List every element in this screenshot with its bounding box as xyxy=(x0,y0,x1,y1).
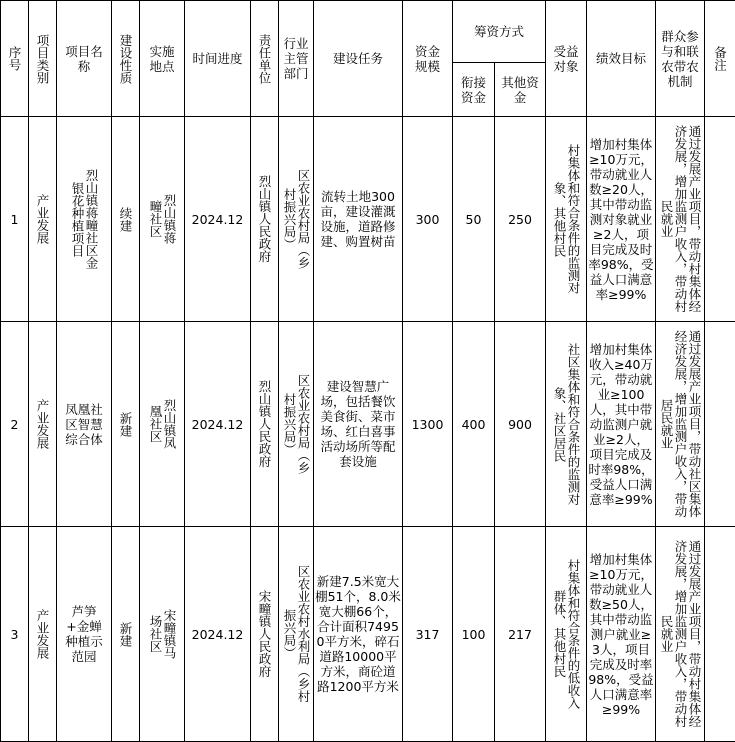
cell-responsible: 烈山镇人民政府 xyxy=(251,322,279,527)
cell-performance: 增加村集体收入≥40万元，带动就业≥100人，其中带动监测户就业≥2人，项目完成及时率98%，受益人口满意率≥99% xyxy=(587,322,656,527)
cell-performance: 增加村集体≥10万元，带动就业人数≥50人，其中带动监测户就业≥3人，项目完成及时率98%，受益人口满意率≥99% xyxy=(587,527,656,742)
cell-fund-other: 250 xyxy=(495,117,546,322)
cell-location: 宋疃镇马场社区 xyxy=(140,527,185,742)
cell-schedule: 2024.12 xyxy=(185,117,251,322)
cell-fund-link: 50 xyxy=(453,117,495,322)
cell-fund-link: 100 xyxy=(453,527,495,742)
cell-remark xyxy=(705,527,735,742)
header-remark: 备注 xyxy=(705,1,735,117)
cell-beneficiary: 村集体和符合条件的低收入群体、其他村民 xyxy=(546,527,587,742)
header-nature: 建设性质 xyxy=(112,1,140,117)
cell-task: 建设智慧广场，包括餐饮美食街、菜市场、红白喜事活动场所等配套设施 xyxy=(314,322,403,527)
cell-remark xyxy=(705,322,735,527)
cell-fund-scale: 317 xyxy=(403,527,453,742)
header-performance: 绩效目标 xyxy=(587,1,656,117)
header-schedule: 时间进度 xyxy=(185,1,251,117)
header-funding-link: 衔接资金 xyxy=(453,63,495,117)
cell-category: 产业发展 xyxy=(29,527,57,742)
cell-mechanism: 通过发展产业项目，带动社区集体经济发展，增加监测户收入，带动居民就业 xyxy=(656,322,705,527)
header-fund-scale: 资金规模 xyxy=(403,1,453,117)
cell-responsible: 烈山镇人民政府 xyxy=(251,117,279,322)
header-responsible: 责任单位 xyxy=(251,1,279,117)
cell-fund-scale: 1300 xyxy=(403,322,453,527)
cell-fund-link: 400 xyxy=(453,322,495,527)
cell-beneficiary: 社区集体和符合条件的监测对象、社区居民 xyxy=(546,322,587,527)
cell-name: 芦笋+金蝉种植示范园 xyxy=(57,527,112,742)
cell-location: 烈山镇凤凰社区 xyxy=(140,322,185,527)
cell-task: 新建7.5米宽大棚51个，8.0米宽大棚66个，合计面积74950平方米，碎石道路10000平方米，商砼道路1200平方米 xyxy=(314,527,403,742)
header-funding: 筹资方式 xyxy=(453,1,546,63)
header-mechanism: 群众参与和联农带农机制 xyxy=(656,1,705,117)
cell-mechanism: 通过发展产业项目，带动村集体经济发展，增加监测户收入，带动村民就业 xyxy=(656,117,705,322)
header-seq: 序号 xyxy=(1,1,29,117)
cell-seq: 1 xyxy=(1,117,29,322)
cell-beneficiary: 村集体和符合条件的监测对象、其他村民 xyxy=(546,117,587,322)
cell-seq: 2 xyxy=(1,322,29,527)
header-authority: 行业主管部门 xyxy=(279,1,314,117)
cell-responsible: 宋疃镇人民政府 xyxy=(251,527,279,742)
cell-performance: 增加村集体≥10万元，带动就业人数≥20人，其中带动监测对象就业≥2人，项目完成及时率98%，受益人口满意率≥99% xyxy=(587,117,656,322)
cell-category: 产业发展 xyxy=(29,322,57,527)
cell-name: 凤凰社区智慧综合体 xyxy=(57,322,112,527)
header-beneficiary: 受益对象 xyxy=(546,1,587,117)
cell-mechanism: 通过发展产业项目，带动村集体经济发展，增加监测户收入，带动村民就业 xyxy=(656,527,705,742)
table-row xyxy=(1,322,735,527)
cell-seq: 3 xyxy=(1,527,29,742)
cell-fund-other: 217 xyxy=(495,527,546,742)
cell-nature: 新建 xyxy=(112,322,140,527)
header-location: 实施地点 xyxy=(140,1,185,117)
cell-task: 流转土地300亩，建设灌溉设施，道路修建、购置树苗 xyxy=(314,117,403,322)
cell-schedule: 2024.12 xyxy=(185,527,251,742)
cell-schedule: 2024.12 xyxy=(185,322,251,527)
table-row xyxy=(1,527,735,742)
cell-fund-scale: 300 xyxy=(403,117,453,322)
cell-nature: 续建 xyxy=(112,117,140,322)
cell-category: 产业发展 xyxy=(29,117,57,322)
table-row xyxy=(1,117,735,322)
header-task: 建设任务 xyxy=(314,1,403,117)
cell-location: 烈山镇蒋疃社区 xyxy=(140,117,185,322)
cell-fund-other: 900 xyxy=(495,322,546,527)
header-funding-other: 其他资金 xyxy=(495,63,546,117)
cell-authority: 区农业农村局（乡村振兴局） xyxy=(279,322,314,527)
cell-nature: 新建 xyxy=(112,527,140,742)
cell-authority: 区农业农村水利局（乡村振兴局） xyxy=(279,527,314,742)
header-row xyxy=(1,1,735,63)
header-category: 项目类别 xyxy=(29,1,57,117)
cell-remark xyxy=(705,117,735,322)
header-name: 项目名称 xyxy=(57,1,112,117)
cell-authority: 区农业农村局（乡村振兴局） xyxy=(279,117,314,322)
cell-name: 烈山镇蒋疃社区金银花种植项目 xyxy=(57,117,112,322)
